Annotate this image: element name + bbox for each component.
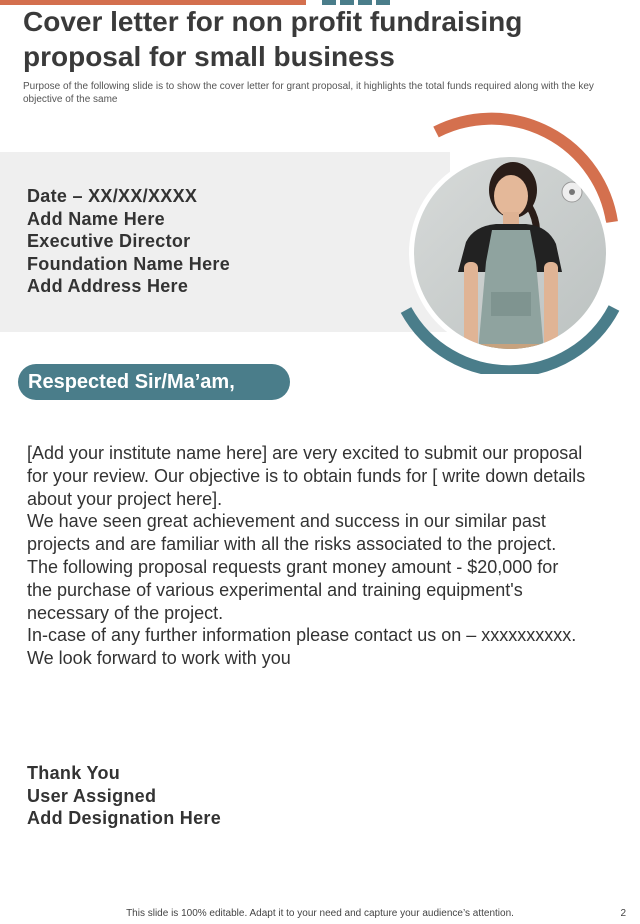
- closing-designation: Add Designation Here: [27, 808, 222, 829]
- address-block: [27, 185, 230, 298]
- address-line-foundation: Foundation Name Here: [27, 253, 231, 274]
- address-line-address: Add Address Here: [27, 276, 189, 297]
- body-paragraph: In-case of any further information please contact us on – xxxxxxxxxx.: [27, 625, 577, 646]
- page-subtitle: Purpose of the following slide is to show the cover letter for grant proposal, it highlights the total funds required along with the key objective of the same: [23, 81, 594, 105]
- page-number: 2: [620, 908, 626, 919]
- address-line-date: Date – XX/XX/XXXX: [27, 186, 198, 206]
- profile-photo-illustration: [396, 112, 626, 374]
- letter-body: [27, 442, 587, 670]
- page-title: Cover letter for non profit fundraising proposal for small business: [23, 6, 523, 72]
- body-paragraph: We have seen great achievement and success in our similar past projects and are familiar with all the risks associated to the project.: [27, 511, 557, 555]
- closing-thanks: Thank You: [27, 763, 121, 783]
- footer-note: This slide is 100% editable. Adapt it to your need and capture your audience’s attention.: [126, 908, 514, 919]
- profile-photo: [396, 112, 626, 374]
- salutation-banner: Respected Sir/Ma’am,: [18, 364, 290, 400]
- body-paragraph: The following proposal requests grant money amount - $20,000 for the purchase of various experimental and training equipment's necessary of the project.: [27, 556, 559, 623]
- address-line-title: Executive Director: [27, 231, 191, 252]
- body-paragraph: We look forward to work with you: [27, 648, 291, 669]
- address-line-name: Add Name Here: [27, 208, 165, 229]
- closing-block: [27, 762, 221, 830]
- closing-user: User Assigned: [27, 785, 157, 806]
- body-paragraph: [Add your institute name here] are very excited to submit our proposal for your review. Our objective is to obtain funds for [ write down details about your project here].: [27, 443, 586, 509]
